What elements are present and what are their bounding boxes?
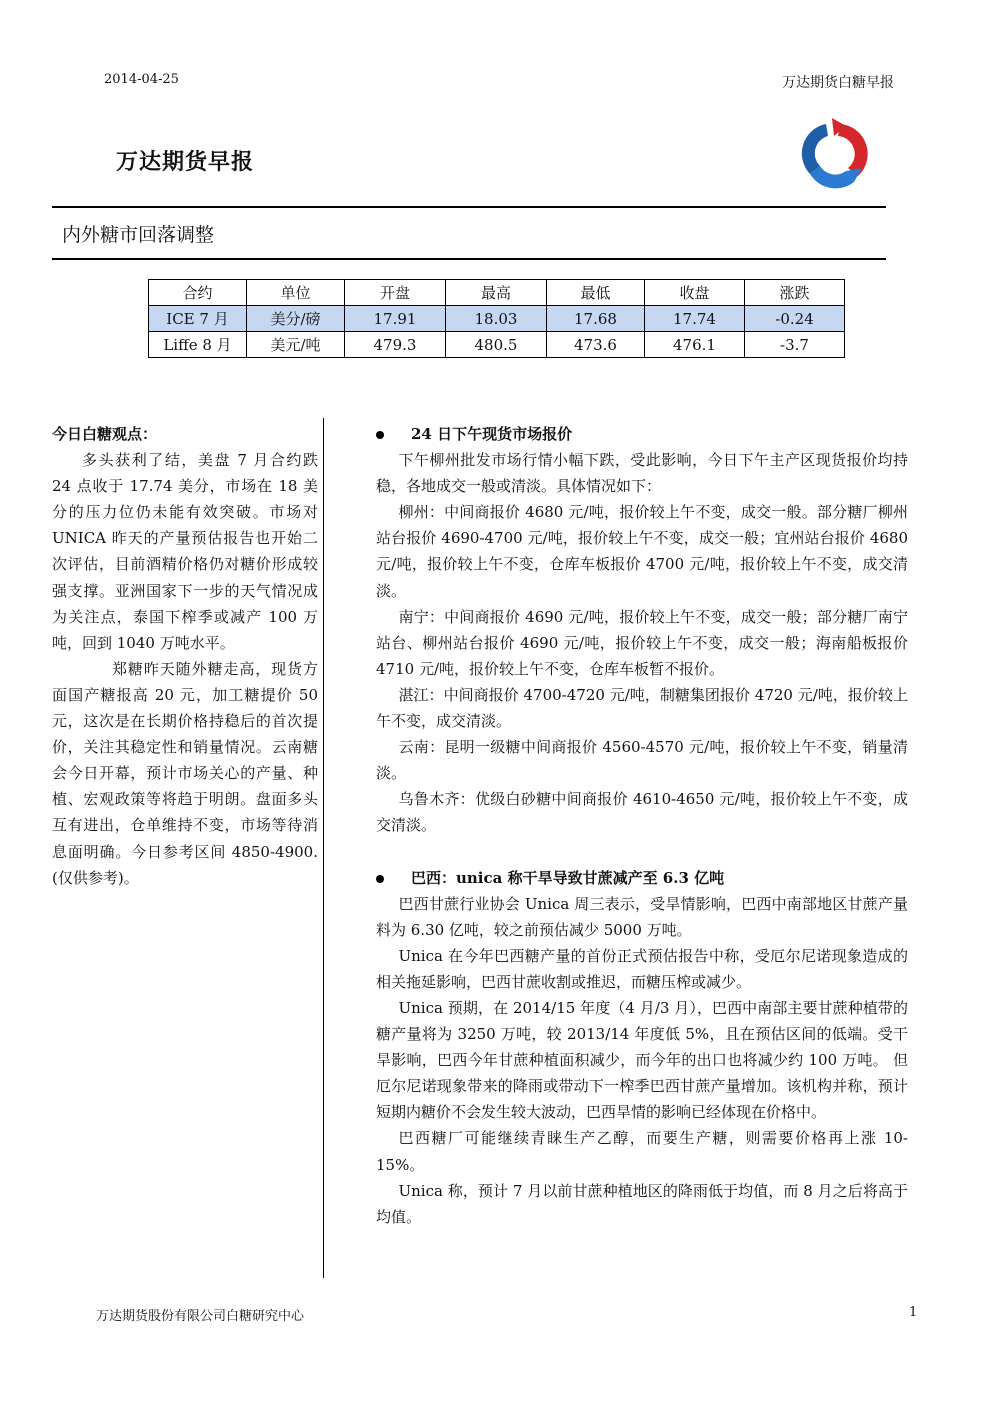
report-date: 2014-04-25 bbox=[104, 72, 179, 87]
news-paragraph: 乌鲁木齐：优级白砂糖中间商报价 4610-4650 元/吨，报价较上午不变，成交清淡。 bbox=[376, 790, 908, 835]
news-paragraph: 湛江：中间商报价 4700-4720 元/吨，制糖集团报价 4720 元/吨，报价较上午不变，成交清淡。 bbox=[376, 685, 908, 731]
bullet-icon bbox=[376, 875, 384, 883]
futures-quote-table bbox=[148, 279, 845, 358]
column-header: 合约 bbox=[149, 280, 247, 306]
table-header-row bbox=[149, 280, 845, 306]
header-report-name: 万达期货白糖早报 bbox=[782, 75, 894, 91]
table-cell: Liffe 8 月 bbox=[149, 332, 247, 358]
table-cell: -0.24 bbox=[745, 306, 845, 332]
table-row bbox=[149, 306, 845, 332]
divider bbox=[52, 258, 886, 260]
table-cell: -3.7 bbox=[745, 332, 845, 358]
section-heading-text: 巴西：unica 称干旱导致甘蔗减产至 6.3 亿吨 bbox=[411, 868, 725, 887]
column-header: 收盘 bbox=[645, 280, 745, 306]
page-number: 1 bbox=[909, 1305, 918, 1320]
table-cell: ICE 7 月 bbox=[149, 306, 247, 332]
section-heading-text: 24 日下午现货市场报价 bbox=[411, 425, 573, 443]
column-header: 开盘 bbox=[345, 280, 446, 306]
table-cell: 17.74 bbox=[645, 306, 745, 332]
view-paragraph: 郑糖昨天随外糖走高，现货方面国产糖报高 20 元，加工糖提价 50 元，这次是在长期价格持稳后的首次提价，关注其稳定性和销量情况。云南糖会今日开幕，预计市场关心的产量、种植、宏观政策等将趋于明朗。盘面多头互有进出，仓单维持不变，市场等待消息面明确。今日参考区间 4850-4900.(仅供参考)。 bbox=[52, 659, 318, 887]
report-title: 万达期货早报 bbox=[116, 149, 255, 175]
column-header: 最低 bbox=[547, 280, 645, 306]
table-cell: 476.1 bbox=[645, 332, 745, 358]
news-paragraph: 巴西甘蔗行业协会 Unica 周三表示，受旱情影响，巴西中南部地区甘蔗产量料为 6.30 亿吨，较之前预估减少 5000 万吨。 bbox=[376, 894, 908, 939]
table-cell: 18.03 bbox=[446, 306, 547, 332]
bullet-icon bbox=[376, 431, 384, 439]
table-cell: 美分/磅 bbox=[247, 306, 345, 332]
column-header: 涨跌 bbox=[745, 280, 845, 306]
news-paragraph: 柳州：中间商报价 4680 元/吨，报价较上午不变，成交一般。部分糖厂柳州站台报价 4690-4700 元/吨，报价较上午不变，成交一般；宜州站台报价 4680 元/吨，报价较上午不变，仓库车板报价 4700 元/吨，报价较上午不变，成交清淡。 bbox=[376, 503, 908, 600]
table-cell: 美元/吨 bbox=[247, 332, 345, 358]
today-view-heading: 今日白糖观点： bbox=[52, 425, 158, 443]
table-cell: 17.91 bbox=[345, 306, 446, 332]
table-cell: 480.5 bbox=[446, 332, 547, 358]
divider bbox=[52, 206, 886, 208]
table-cell: 473.6 bbox=[547, 332, 645, 358]
table-row bbox=[149, 332, 845, 358]
news-column bbox=[376, 421, 908, 1230]
spot-price-heading bbox=[376, 421, 908, 447]
news-paragraph: Unica 在今年巴西糖产量的首份正式预估报告中称，受厄尔尼诺现象造成的相关拖延影响，巴西甘蔗收割或推迟，而糖压榨或减少。 bbox=[376, 946, 908, 991]
news-paragraph: 云南：昆明一级糖中间商报价 4560-4570 元/吨，报价较上午不变，销量清淡。 bbox=[376, 738, 908, 783]
report-subtitle: 内外糖市回落调整 bbox=[62, 224, 215, 246]
today-view-column bbox=[52, 421, 318, 891]
news-paragraph: 巴西糖厂可能继续青睐生产乙醇，而要生产糖，则需要价格再上涨 10-15%。 bbox=[376, 1129, 908, 1174]
news-paragraph: 下午柳州批发市场行情小幅下跌，受此影响，今日下午主产区现货报价均持稳，各地成交一般或清淡。具体情况如下： bbox=[376, 451, 908, 496]
column-header: 最高 bbox=[446, 280, 547, 306]
news-paragraph: 南宁：中间商报价 4690 元/吨，报价较上午不变，成交一般；部分糖厂南宁站台、柳州站台报价 4690 元/吨，报价较上午不变，成交一般；海南船板报价 4710 元/吨，报价较上午不变，仓库车板暂不报价。 bbox=[376, 607, 908, 678]
news-paragraph: Unica 称，预计 7 月以前甘蔗种植地区的降雨低于均值，而 8 月之后将高于均值。 bbox=[376, 1181, 908, 1226]
column-divider bbox=[323, 418, 324, 1278]
news-paragraph: Unica 预期，在 2014/15 年度（4 月/3 月），巴西中南部主要甘蔗种植带的糖产量将为 3250 万吨，较 2013/14 年度低 5%，且在预估区间的低端。受干旱影响，巴西今年甘蔗种植面积减少，而今年的出口也将减少约 100 万吨。 但厄尔尼诺现象带来的降雨或带动下一榨季巴西甘蔗产量增加。该机构并称，预计短期内糖价不会发生较大波动，巴西旱情的影响已经体现在价格中。 bbox=[376, 998, 908, 1122]
brazil-news-heading bbox=[376, 865, 908, 891]
footer-company: 万达期货股份有限公司白糖研究中心 bbox=[96, 1309, 305, 1324]
table-cell: 17.68 bbox=[547, 306, 645, 332]
table-cell: 479.3 bbox=[345, 332, 446, 358]
column-header: 单位 bbox=[247, 280, 345, 306]
company-logo-icon bbox=[796, 116, 872, 192]
view-paragraph: 多头获利了结，美盘 7 月合约跌 24 点收于 17.74 美分，市场在 18 美分的压力位仍未能有效突破。市场对 UNICA 昨天的产量预估报告也开始二次评估，目前酒精价格仍对糖价形成较强支撑。亚洲国家下一步的天气情况成为关注点，泰国下榨季或减产 100 万吨，回到 1040 万吨水平。 bbox=[52, 451, 318, 652]
